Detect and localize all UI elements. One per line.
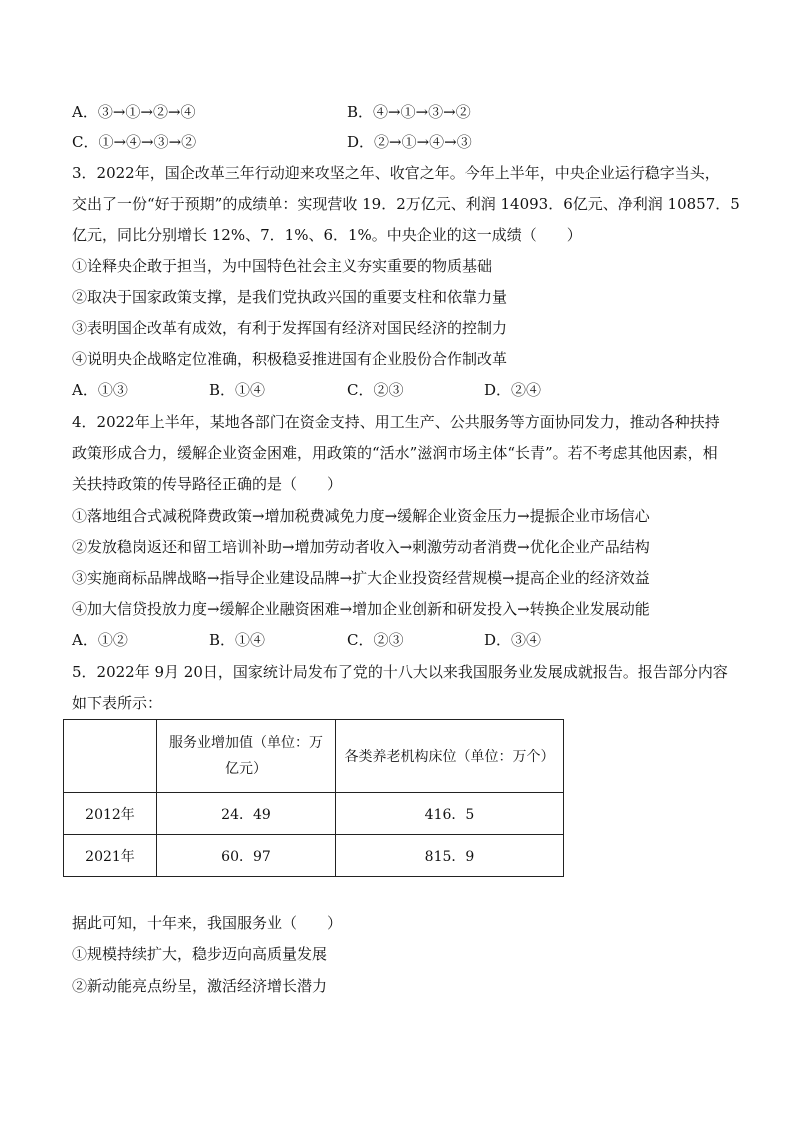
q3-stem-line3: 亿元，同比分别增长 12%、7．1%、6．1%。中央企业的这一成绩（ ） xyxy=(72,226,582,244)
q3-stem-line1: 3．2022年，国企改革三年行动迎来攻坚之年、收官之年。今年上半年，中央企业运行稳字当头， xyxy=(72,164,720,182)
q5-follow: 据此可知，十年来，我国服务业（ ） xyxy=(72,914,343,932)
q3-item-4: ④说明央企战略定位准确，积极稳妥推进国有企业股份合作制改革 xyxy=(72,350,508,368)
q4-item-3: ③实施商标品牌战略→指导企业建设品牌→扩大企业投资经营规模→提高企业的经济效益 xyxy=(72,569,650,587)
q4-option-c[interactable]: C．②③ xyxy=(347,631,404,649)
q3-option-c[interactable]: C．②③ xyxy=(347,381,404,399)
q4-item-4: ④加大信贷投放力度→缓解企业融资困难→增加企业创新和研发投入→转换企业发展动能 xyxy=(72,600,650,618)
table-cell-beds: 815．9 xyxy=(336,835,564,877)
q4-option-d[interactable]: D．③④ xyxy=(484,631,542,649)
q3-option-d[interactable]: D．②④ xyxy=(484,381,542,399)
table-row xyxy=(64,835,564,877)
q2-option-b[interactable]: B．④→①→③→② xyxy=(347,103,471,121)
q4-stem-line3: 关扶持政策的传导路径正确的是（ ） xyxy=(72,475,343,493)
q2-option-c[interactable]: C．①→④→③→② xyxy=(72,133,197,151)
q5-item-2: ②新动能亮点纷呈，激活经济增长潜力 xyxy=(72,977,328,995)
q2-option-d[interactable]: D．②→①→④→③ xyxy=(347,133,472,151)
q4-item-2: ②发放稳岗返还和留工培训补助→增加劳动者收入→刺激劳动者消费→优化企业产品结构 xyxy=(72,538,650,556)
table-cell-year: 2012年 xyxy=(64,793,157,835)
table-cell-value-added: 24．49 xyxy=(157,793,336,835)
q3-option-b[interactable]: B．①④ xyxy=(209,381,266,399)
table-cell-year: 2021年 xyxy=(64,835,157,877)
q5-item-1: ①规模持续扩大，稳步迈向高质量发展 xyxy=(72,945,328,963)
table-header-empty xyxy=(64,720,157,793)
q5-stem-line2: 如下表所示： xyxy=(72,694,163,712)
q4-item-1: ①落地组合式减税降费政策→增加税费减免力度→缓解企业资金压力→提振企业市场信心 xyxy=(72,507,650,525)
table-header-value-added: 服务业增加值（单位：万亿元） xyxy=(157,720,336,793)
table-cell-value-added: 60．97 xyxy=(157,835,336,877)
q3-item-1: ①诠释央企敢于担当，为中国特色社会主义夯实重要的物质基础 xyxy=(72,257,493,275)
q5-stem-line1: 5．2022年 9月 20日，国家统计局发布了党的十八大以来我国服务业发展成就报告。报告部分内容 xyxy=(72,663,728,681)
table-row xyxy=(64,793,564,835)
service-industry-table xyxy=(63,719,564,877)
table-header-row xyxy=(64,720,564,793)
table-cell-beds: 416．5 xyxy=(336,793,564,835)
q3-item-3: ③表明国企改革有成效，有利于发挥国有经济对国民经济的控制力 xyxy=(72,319,508,337)
q3-item-2: ②取决于国家政策支撑，是我们党执政兴国的重要支柱和依靠力量 xyxy=(72,288,508,306)
q4-stem-line2: 政策形成合力，缓解企业资金困难，用政策的“活水”滋润市场主体“长青”。若不考虑其他因素，相 xyxy=(72,444,718,462)
q4-option-b[interactable]: B．①④ xyxy=(209,631,266,649)
q3-stem-line2: 交出了一份“好于预期”的成绩单：实现营收 19．2万亿元、利润 14093．6亿元、净利润 10857．5 xyxy=(72,195,740,213)
q4-stem-line1: 4．2022年上半年，某地各部门在资金支持、用工生产、公共服务等方面协同发力，推动各种扶持 xyxy=(72,413,720,431)
q3-option-a[interactable]: A．①③ xyxy=(72,381,128,399)
q2-option-a[interactable]: A．③→①→②→④ xyxy=(72,103,196,121)
q4-option-a[interactable]: A．①② xyxy=(72,631,128,649)
table-header-beds: 各类养老机构床位（单位：万个） xyxy=(336,720,564,793)
